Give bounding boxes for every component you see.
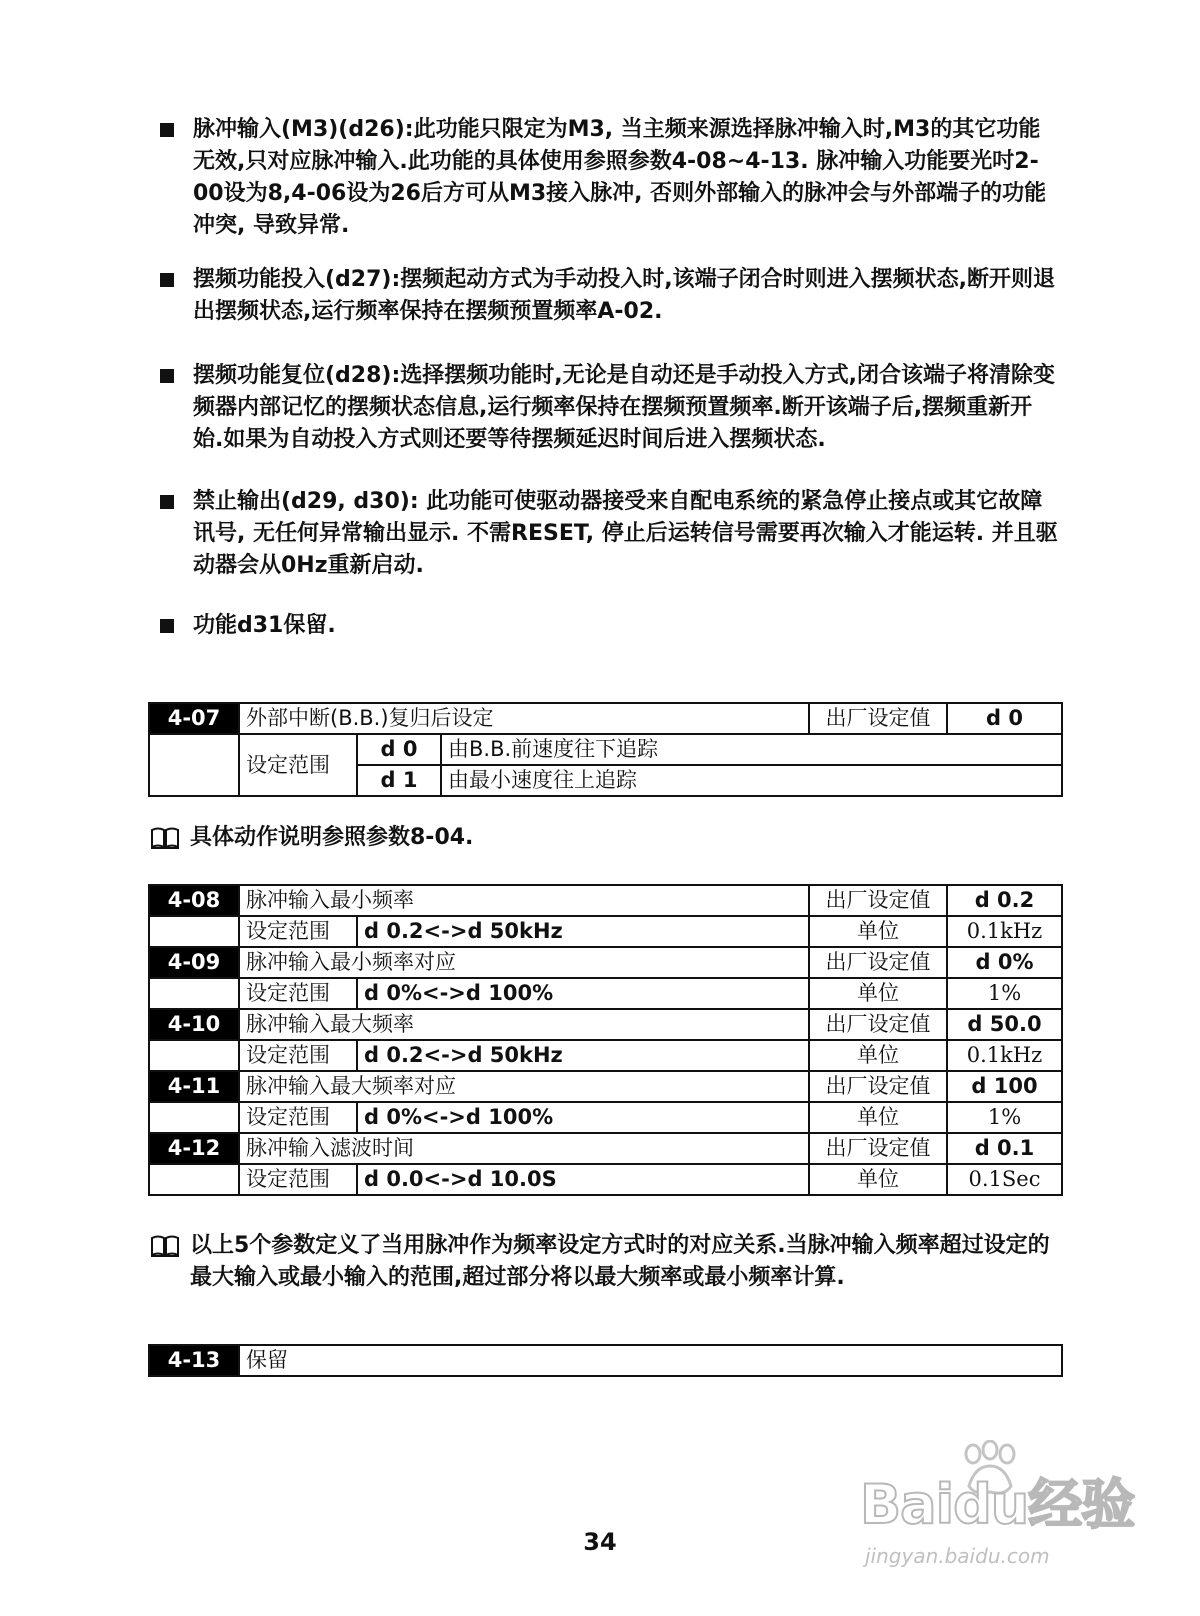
watermark-url: jingyan.baidu.com — [865, 1544, 1050, 1568]
unit-value: 0.1kHz — [947, 1040, 1062, 1071]
bullet-square — [160, 495, 174, 509]
table-row — [149, 1040, 1062, 1071]
table-row — [149, 1071, 1062, 1102]
option-value: d 1 — [357, 765, 441, 796]
paragraph-output-inhibit — [160, 486, 1060, 582]
param-code: 4-11 — [149, 1071, 239, 1102]
table-row — [149, 947, 1062, 978]
param-table-4-07 — [148, 702, 1063, 797]
blank-cell — [149, 1102, 239, 1133]
bullet-square — [160, 123, 174, 137]
param-table-4-13 — [148, 1344, 1063, 1377]
table-row — [149, 885, 1062, 916]
watermark-logo: Baidu经验 — [860, 1473, 1135, 1536]
range-label: 设定范围 — [239, 734, 357, 796]
table-row — [149, 1133, 1062, 1164]
param-title: 脉冲输入最大频率 — [239, 1009, 809, 1040]
unit-value: 0.1kHz — [947, 916, 1062, 947]
table-row — [149, 978, 1062, 1009]
table-row — [149, 1345, 1062, 1376]
paragraph-wobble-reset — [160, 360, 1060, 456]
param-title: 脉冲输入滤波时间 — [239, 1133, 809, 1164]
table-row — [149, 1102, 1062, 1133]
param-code: 4-12 — [149, 1133, 239, 1164]
paragraph-d31-reserved — [160, 610, 1060, 642]
blank-cell — [149, 1040, 239, 1071]
range-label: 设定范围 — [239, 978, 357, 1009]
default-value: d 100 — [947, 1071, 1062, 1102]
unit-label: 单位 — [809, 1040, 947, 1071]
blank-cell — [149, 978, 239, 1009]
default-label: 出厂设定值 — [809, 1071, 947, 1102]
unit-label: 单位 — [809, 1102, 947, 1133]
note-pulse-params — [150, 1230, 1070, 1294]
paragraph-wobble-enable — [160, 264, 1060, 328]
page-number: 34 — [583, 1528, 617, 1556]
param-code: 4-09 — [149, 947, 239, 978]
default-label: 出厂设定值 — [809, 1009, 947, 1040]
paragraph-text: 功能d31保留. — [193, 613, 336, 638]
default-value: d 0.2 — [947, 885, 1062, 916]
unit-value: 0.1Sec — [947, 1164, 1062, 1195]
default-label: 出厂设定值 — [809, 947, 947, 978]
default-value: d 0.1 — [947, 1133, 1062, 1164]
option-desc: 由最小速度往上追踪 — [441, 765, 1062, 796]
blank-cell — [149, 916, 239, 947]
table-row — [149, 734, 1062, 765]
param-title: 脉冲输入最小频率对应 — [239, 947, 809, 978]
unit-label: 单位 — [809, 978, 947, 1009]
book-icon — [150, 827, 180, 849]
range-label: 设定范围 — [239, 916, 357, 947]
bullet-square — [160, 273, 174, 287]
book-icon — [150, 1235, 180, 1257]
option-value: d 0 — [357, 734, 441, 765]
paragraph-text: 脉冲输入(M3)(d26):此功能只限定为M3, 当主频来源选择脉冲输入时,M3的其它功能无效,只对应脉冲输入.此功能的具体使用参照参数4-08~4-13. 脉冲输入功能要光吋2-00设为8,4-06设为26后方可从M3接入脉冲, 否则外部输入的脉冲会与外部端子的功能冲突, 导致异常. — [193, 117, 1047, 238]
param-title: 脉冲输入最小频率 — [239, 885, 809, 916]
paragraph-text: 禁止输出(d29, d30): 此功能可使驱动器接受来自配电系统的紧急停止接点或其它故障讯号, 无任何异常输出显示. 不需RESET, 停止后运转信号需要再次输入才能运转. 并且驱动器会从0Hz重新启动. — [193, 489, 1058, 578]
note-4-07 — [150, 822, 1070, 854]
default-label: 出厂设定值 — [809, 1133, 947, 1164]
paragraph-text: 摆频功能复位(d28):选择摆频功能时,无论是自动还是手动投入方式,闭合该端子将清除变频器内部记忆的摆频状态信息,运行频率保持在摆频预置频率.断开该端子后,摆频重新开始.如果为自动投入方式则还要等待摆频延迟时间后进入摆频状态. — [193, 363, 1055, 452]
param-title: 保留 — [239, 1345, 1062, 1376]
default-label: 出厂设定值 — [809, 885, 947, 916]
param-title: 脉冲输入最大频率对应 — [239, 1071, 809, 1102]
table-row — [149, 703, 1062, 734]
unit-value: 1% — [947, 1102, 1062, 1133]
table-row — [149, 916, 1062, 947]
baidu-jingyan-watermark — [860, 1440, 1140, 1580]
bullet-square — [160, 619, 174, 633]
param-table-4-08-4-12 — [148, 884, 1063, 1196]
table-row — [149, 1164, 1062, 1195]
unit-label: 单位 — [809, 1164, 947, 1195]
unit-value: 1% — [947, 978, 1062, 1009]
default-value: d 50.0 — [947, 1009, 1062, 1040]
note-text: 以上5个参数定义了当用脉冲作为频率设定方式时的对应关系.当脉冲输入频率超过设定的最大输入或最小输入的范围,超过部分将以最大频率或最小频率计算. — [190, 1233, 1050, 1290]
paragraph-pulse-input — [160, 114, 1060, 242]
bullet-square — [160, 369, 174, 383]
param-code: 4-08 — [149, 885, 239, 916]
table-row — [149, 1009, 1062, 1040]
param-code: 4-10 — [149, 1009, 239, 1040]
param-title: 外部中断(B.B.)复归后设定 — [239, 703, 809, 734]
param-code: 4-13 — [149, 1345, 239, 1376]
unit-label: 单位 — [809, 916, 947, 947]
default-label: 出厂设定值 — [809, 703, 947, 734]
blank-cell — [149, 734, 239, 796]
blank-cell — [149, 1164, 239, 1195]
range-value: d 0.2<->d 50kHz — [357, 1040, 809, 1071]
default-value: d 0% — [947, 947, 1062, 978]
param-code: 4-07 — [149, 703, 239, 734]
default-value: d 0 — [947, 703, 1062, 734]
range-value: d 0.0<->d 10.0S — [357, 1164, 809, 1195]
option-desc: 由B.B.前速度往下追踪 — [441, 734, 1062, 765]
range-value: d 0.2<->d 50kHz — [357, 916, 809, 947]
range-label: 设定范围 — [239, 1164, 357, 1195]
note-text: 具体动作说明参照参数8-04. — [190, 825, 474, 850]
paragraph-text: 摆频功能投入(d27):摆频起动方式为手动投入时,该端子闭合时则进入摆频状态,断开则退出摆频状态,运行频率保持在摆频预置频率A-02. — [193, 267, 1055, 324]
range-label: 设定范围 — [239, 1040, 357, 1071]
range-label: 设定范围 — [239, 1102, 357, 1133]
range-value: d 0%<->d 100% — [357, 978, 809, 1009]
range-value: d 0%<->d 100% — [357, 1102, 809, 1133]
